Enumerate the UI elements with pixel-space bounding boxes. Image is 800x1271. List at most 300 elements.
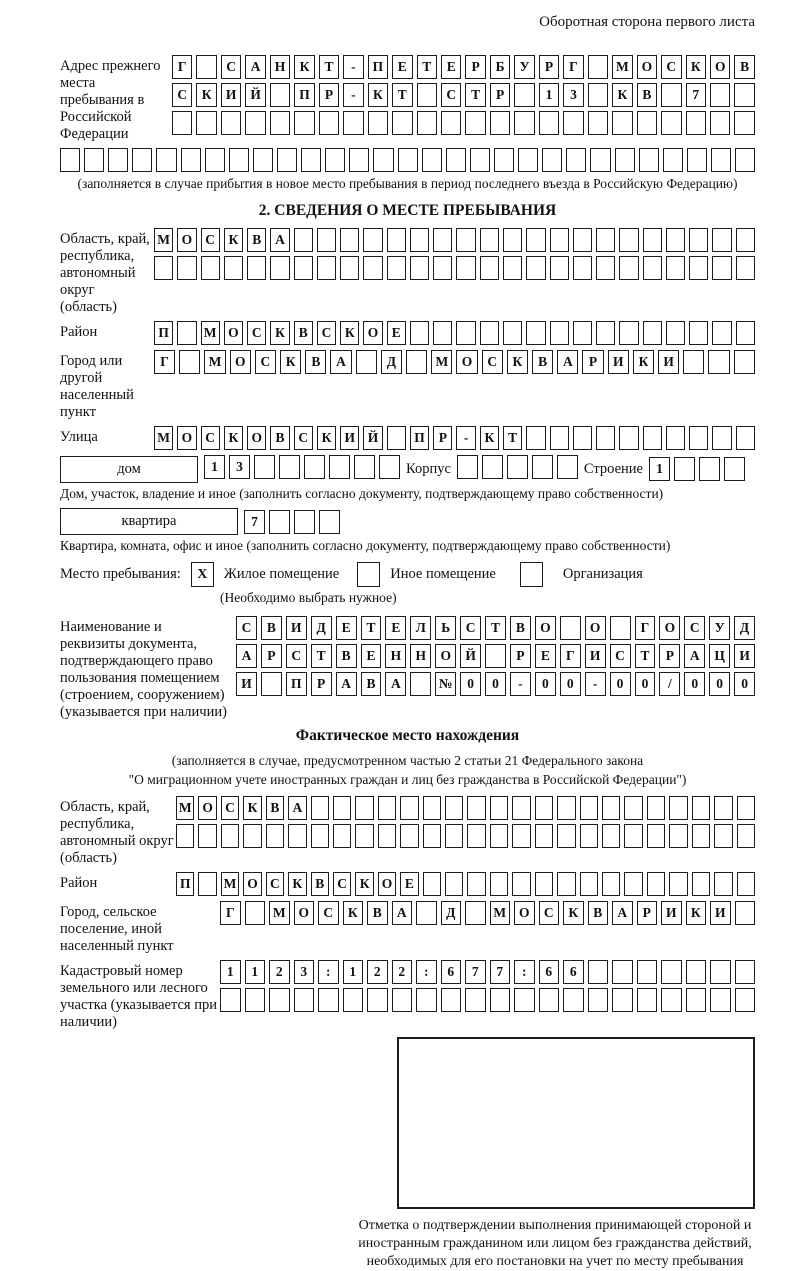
- char-cell[interactable]: [277, 148, 297, 172]
- char-cell[interactable]: [410, 672, 431, 696]
- char-cell[interactable]: [261, 672, 282, 696]
- char-cell[interactable]: С: [333, 872, 351, 896]
- char-cell[interactable]: О: [177, 228, 196, 252]
- char-cell[interactable]: Р: [319, 83, 339, 107]
- char-cell[interactable]: С: [684, 616, 705, 640]
- char-cell[interactable]: [736, 426, 755, 450]
- char-cell[interactable]: [710, 83, 730, 107]
- char-cell[interactable]: [333, 824, 351, 848]
- char-cell[interactable]: [735, 960, 756, 984]
- char-cell[interactable]: К: [340, 321, 359, 345]
- char-cell[interactable]: [737, 824, 755, 848]
- char-cell[interactable]: [573, 228, 592, 252]
- char-cell[interactable]: [557, 455, 578, 479]
- char-cell[interactable]: [319, 111, 339, 135]
- char-cell[interactable]: [666, 256, 685, 280]
- char-cell[interactable]: [398, 148, 418, 172]
- char-cell[interactable]: А: [684, 644, 705, 668]
- char-cell[interactable]: Е: [361, 644, 382, 668]
- char-cell[interactable]: К: [280, 350, 301, 374]
- char-cell[interactable]: Р: [465, 55, 485, 79]
- char-cell[interactable]: И: [585, 644, 606, 668]
- char-cell[interactable]: [699, 457, 720, 481]
- char-cell[interactable]: [196, 55, 216, 79]
- char-cell[interactable]: [588, 55, 608, 79]
- char-cell[interactable]: [602, 824, 620, 848]
- char-cell[interactable]: С: [317, 321, 336, 345]
- char-cell[interactable]: [349, 148, 369, 172]
- char-cell[interactable]: А: [557, 350, 578, 374]
- char-cell[interactable]: Е: [385, 616, 406, 640]
- char-cell[interactable]: [610, 616, 631, 640]
- char-cell[interactable]: С: [482, 350, 503, 374]
- char-cell[interactable]: [220, 988, 241, 1012]
- char-cell[interactable]: -: [343, 55, 363, 79]
- char-cell[interactable]: 1: [220, 960, 241, 984]
- char-cell[interactable]: Т: [319, 55, 339, 79]
- char-cell[interactable]: [535, 824, 553, 848]
- char-cell[interactable]: [580, 872, 598, 896]
- char-cell[interactable]: О: [710, 55, 730, 79]
- char-cell[interactable]: Л: [410, 616, 431, 640]
- char-cell[interactable]: :: [514, 960, 535, 984]
- char-cell[interactable]: [132, 148, 152, 172]
- char-cell[interactable]: К: [288, 872, 306, 896]
- char-cell[interactable]: [253, 148, 273, 172]
- char-cell[interactable]: [445, 872, 463, 896]
- char-cell[interactable]: 6: [563, 960, 584, 984]
- char-cell[interactable]: [177, 321, 196, 345]
- char-cell[interactable]: [457, 455, 478, 479]
- char-cell[interactable]: С: [236, 616, 257, 640]
- char-cell[interactable]: [686, 960, 707, 984]
- char-cell[interactable]: [712, 321, 731, 345]
- char-cell[interactable]: 2: [367, 960, 388, 984]
- char-cell[interactable]: [735, 901, 756, 925]
- char-cell[interactable]: [445, 796, 463, 820]
- char-cell[interactable]: [456, 228, 475, 252]
- char-cell[interactable]: Д: [441, 901, 462, 925]
- char-cell[interactable]: [712, 228, 731, 252]
- char-cell[interactable]: Д: [381, 350, 402, 374]
- char-cell[interactable]: 1: [204, 455, 225, 479]
- char-cell[interactable]: [637, 111, 657, 135]
- char-cell[interactable]: [734, 111, 754, 135]
- char-cell[interactable]: [270, 83, 290, 107]
- char-cell[interactable]: В: [734, 55, 754, 79]
- char-cell[interactable]: Е: [387, 321, 406, 345]
- char-cell[interactable]: И: [661, 901, 682, 925]
- char-cell[interactable]: [480, 321, 499, 345]
- char-cell[interactable]: [686, 111, 706, 135]
- char-cell[interactable]: Е: [400, 872, 418, 896]
- char-cell[interactable]: [445, 824, 463, 848]
- char-cell[interactable]: С: [539, 901, 560, 925]
- char-cell[interactable]: М: [204, 350, 225, 374]
- char-cell[interactable]: 2: [269, 960, 290, 984]
- char-cell[interactable]: [550, 256, 569, 280]
- char-cell[interactable]: П: [286, 672, 307, 696]
- char-cell[interactable]: [247, 256, 266, 280]
- char-cell[interactable]: Р: [261, 644, 282, 668]
- char-cell[interactable]: В: [637, 83, 657, 107]
- char-cell[interactable]: Р: [490, 83, 510, 107]
- char-cell[interactable]: К: [224, 228, 243, 252]
- checkbox-residential[interactable]: X: [191, 562, 214, 587]
- char-cell[interactable]: [573, 426, 592, 450]
- char-cell[interactable]: К: [368, 83, 388, 107]
- char-cell[interactable]: [710, 988, 731, 1012]
- char-cell[interactable]: [735, 988, 756, 1012]
- char-cell[interactable]: Н: [410, 644, 431, 668]
- char-cell[interactable]: А: [392, 901, 413, 925]
- char-cell[interactable]: 1: [539, 83, 559, 107]
- char-cell[interactable]: [387, 426, 406, 450]
- char-cell[interactable]: [692, 796, 710, 820]
- char-cell[interactable]: [535, 796, 553, 820]
- char-cell[interactable]: Т: [392, 83, 412, 107]
- char-cell[interactable]: [596, 256, 615, 280]
- char-cell[interactable]: 7: [244, 510, 265, 534]
- char-cell[interactable]: М: [201, 321, 220, 345]
- char-cell[interactable]: Т: [311, 644, 332, 668]
- char-cell[interactable]: [465, 988, 486, 1012]
- char-cell[interactable]: 0: [734, 672, 755, 696]
- char-cell[interactable]: [343, 988, 364, 1012]
- char-cell[interactable]: О: [363, 321, 382, 345]
- char-cell[interactable]: Й: [460, 644, 481, 668]
- char-cell[interactable]: [416, 901, 437, 925]
- char-cell[interactable]: [503, 228, 522, 252]
- char-cell[interactable]: [612, 111, 632, 135]
- char-cell[interactable]: [485, 644, 506, 668]
- char-cell[interactable]: [643, 228, 662, 252]
- char-cell[interactable]: Р: [311, 672, 332, 696]
- char-cell[interactable]: О: [224, 321, 243, 345]
- char-cell[interactable]: [340, 256, 359, 280]
- char-cell[interactable]: [539, 111, 559, 135]
- char-cell[interactable]: [689, 426, 708, 450]
- char-cell[interactable]: М: [221, 872, 239, 896]
- char-cell[interactable]: С: [201, 426, 220, 450]
- char-cell[interactable]: [480, 256, 499, 280]
- char-cell[interactable]: Д: [311, 616, 332, 640]
- char-cell[interactable]: Е: [441, 55, 461, 79]
- char-cell[interactable]: [156, 148, 176, 172]
- char-cell[interactable]: [737, 872, 755, 896]
- char-cell[interactable]: В: [270, 426, 289, 450]
- char-cell[interactable]: Р: [659, 644, 680, 668]
- char-cell[interactable]: А: [612, 901, 633, 925]
- char-cell[interactable]: Г: [172, 55, 192, 79]
- char-cell[interactable]: П: [176, 872, 194, 896]
- char-cell[interactable]: [588, 83, 608, 107]
- char-cell[interactable]: И: [658, 350, 679, 374]
- char-cell[interactable]: С: [661, 55, 681, 79]
- char-cell[interactable]: [490, 796, 508, 820]
- char-cell[interactable]: [490, 111, 510, 135]
- char-cell[interactable]: П: [410, 426, 429, 450]
- char-cell[interactable]: [176, 824, 194, 848]
- char-cell[interactable]: М: [154, 228, 173, 252]
- char-cell[interactable]: [512, 796, 530, 820]
- char-cell[interactable]: С: [266, 872, 284, 896]
- char-cell[interactable]: [456, 321, 475, 345]
- char-cell[interactable]: 0: [709, 672, 730, 696]
- char-cell[interactable]: Г: [154, 350, 175, 374]
- char-cell[interactable]: [557, 872, 575, 896]
- char-cell[interactable]: [154, 256, 173, 280]
- char-cell[interactable]: [692, 872, 710, 896]
- char-cell[interactable]: [669, 872, 687, 896]
- char-cell[interactable]: К: [224, 426, 243, 450]
- char-cell[interactable]: [557, 824, 575, 848]
- char-cell[interactable]: [470, 148, 490, 172]
- char-cell[interactable]: Ь: [435, 616, 456, 640]
- char-cell[interactable]: С: [441, 83, 461, 107]
- char-cell[interactable]: [612, 960, 633, 984]
- char-cell[interactable]: И: [608, 350, 629, 374]
- char-cell[interactable]: А: [245, 55, 265, 79]
- char-cell[interactable]: С: [221, 55, 241, 79]
- char-cell[interactable]: [689, 321, 708, 345]
- char-cell[interactable]: [602, 872, 620, 896]
- char-cell[interactable]: [512, 872, 530, 896]
- char-cell[interactable]: 0: [635, 672, 656, 696]
- char-cell[interactable]: Б: [490, 55, 510, 79]
- char-cell[interactable]: О: [659, 616, 680, 640]
- char-cell[interactable]: [270, 111, 290, 135]
- char-cell[interactable]: 2: [392, 960, 413, 984]
- char-cell[interactable]: №: [435, 672, 456, 696]
- char-cell[interactable]: [503, 321, 522, 345]
- char-cell[interactable]: Е: [336, 616, 357, 640]
- char-cell[interactable]: [637, 960, 658, 984]
- char-cell[interactable]: М: [431, 350, 452, 374]
- char-cell[interactable]: [588, 960, 609, 984]
- char-cell[interactable]: [400, 824, 418, 848]
- apartment-box[interactable]: квартира: [60, 508, 238, 535]
- char-cell[interactable]: [177, 256, 196, 280]
- char-cell[interactable]: Р: [539, 55, 559, 79]
- char-cell[interactable]: [410, 321, 429, 345]
- char-cell[interactable]: К: [633, 350, 654, 374]
- char-cell[interactable]: [712, 426, 731, 450]
- char-cell[interactable]: С: [221, 796, 239, 820]
- char-cell[interactable]: [333, 796, 351, 820]
- char-cell[interactable]: У: [709, 616, 730, 640]
- char-cell[interactable]: О: [243, 872, 261, 896]
- char-cell[interactable]: 6: [441, 960, 462, 984]
- char-cell[interactable]: О: [585, 616, 606, 640]
- char-cell[interactable]: [666, 321, 685, 345]
- char-cell[interactable]: [557, 796, 575, 820]
- char-cell[interactable]: С: [286, 644, 307, 668]
- char-cell[interactable]: [514, 988, 535, 1012]
- char-cell[interactable]: Т: [635, 644, 656, 668]
- char-cell[interactable]: 7: [465, 960, 486, 984]
- char-cell[interactable]: [288, 824, 306, 848]
- char-cell[interactable]: [711, 148, 731, 172]
- char-cell[interactable]: [689, 256, 708, 280]
- char-cell[interactable]: Й: [245, 83, 265, 107]
- char-cell[interactable]: -: [510, 672, 531, 696]
- char-cell[interactable]: К: [686, 55, 706, 79]
- char-cell[interactable]: О: [637, 55, 657, 79]
- char-cell[interactable]: [643, 426, 662, 450]
- char-cell[interactable]: К: [317, 426, 336, 450]
- char-cell[interactable]: К: [563, 901, 584, 925]
- char-cell[interactable]: К: [243, 796, 261, 820]
- char-cell[interactable]: [550, 426, 569, 450]
- char-cell[interactable]: [387, 256, 406, 280]
- char-cell[interactable]: В: [294, 321, 313, 345]
- char-cell[interactable]: [224, 256, 243, 280]
- char-cell[interactable]: 3: [229, 455, 250, 479]
- char-cell[interactable]: [423, 796, 441, 820]
- char-cell[interactable]: [387, 228, 406, 252]
- char-cell[interactable]: 0: [684, 672, 705, 696]
- char-cell[interactable]: О: [514, 901, 535, 925]
- char-cell[interactable]: [669, 796, 687, 820]
- char-cell[interactable]: [172, 111, 192, 135]
- char-cell[interactable]: Т: [503, 426, 522, 450]
- char-cell[interactable]: Д: [734, 616, 755, 640]
- char-cell[interactable]: [580, 824, 598, 848]
- char-cell[interactable]: О: [247, 426, 266, 450]
- char-cell[interactable]: [526, 228, 545, 252]
- char-cell[interactable]: [181, 148, 201, 172]
- char-cell[interactable]: Ц: [709, 644, 730, 668]
- char-cell[interactable]: [340, 228, 359, 252]
- char-cell[interactable]: [482, 455, 503, 479]
- char-cell[interactable]: [378, 796, 396, 820]
- char-cell[interactable]: В: [311, 872, 329, 896]
- char-cell[interactable]: [304, 455, 325, 479]
- char-cell[interactable]: [294, 111, 314, 135]
- char-cell[interactable]: [590, 148, 610, 172]
- char-cell[interactable]: [661, 960, 682, 984]
- char-cell[interactable]: [503, 256, 522, 280]
- char-cell[interactable]: [526, 256, 545, 280]
- char-cell[interactable]: [368, 111, 388, 135]
- char-cell[interactable]: [311, 824, 329, 848]
- char-cell[interactable]: В: [261, 616, 282, 640]
- char-cell[interactable]: [647, 824, 665, 848]
- char-cell[interactable]: 1: [245, 960, 266, 984]
- char-cell[interactable]: [714, 796, 732, 820]
- char-cell[interactable]: [612, 988, 633, 1012]
- char-cell[interactable]: В: [510, 616, 531, 640]
- char-cell[interactable]: Г: [563, 55, 583, 79]
- char-cell[interactable]: [724, 457, 745, 481]
- char-cell[interactable]: В: [588, 901, 609, 925]
- char-cell[interactable]: М: [269, 901, 290, 925]
- char-cell[interactable]: [245, 988, 266, 1012]
- char-cell[interactable]: [596, 321, 615, 345]
- char-cell[interactable]: [494, 148, 514, 172]
- char-cell[interactable]: Т: [465, 83, 485, 107]
- char-cell[interactable]: [514, 111, 534, 135]
- char-cell[interactable]: [406, 350, 427, 374]
- char-cell[interactable]: [410, 228, 429, 252]
- char-cell[interactable]: П: [368, 55, 388, 79]
- char-cell[interactable]: В: [266, 796, 284, 820]
- char-cell[interactable]: [467, 824, 485, 848]
- char-cell[interactable]: [319, 510, 340, 534]
- char-cell[interactable]: [736, 228, 755, 252]
- char-cell[interactable]: К: [270, 321, 289, 345]
- char-cell[interactable]: [573, 321, 592, 345]
- char-cell[interactable]: В: [305, 350, 326, 374]
- char-cell[interactable]: С: [201, 228, 220, 252]
- char-cell[interactable]: 7: [686, 83, 706, 107]
- char-cell[interactable]: [400, 796, 418, 820]
- char-cell[interactable]: [666, 426, 685, 450]
- char-cell[interactable]: 3: [563, 83, 583, 107]
- char-cell[interactable]: -: [456, 426, 475, 450]
- char-cell[interactable]: О: [230, 350, 251, 374]
- char-cell[interactable]: [550, 321, 569, 345]
- char-cell[interactable]: [269, 988, 290, 1012]
- char-cell[interactable]: [329, 455, 350, 479]
- char-cell[interactable]: Р: [510, 644, 531, 668]
- char-cell[interactable]: К: [480, 426, 499, 450]
- char-cell[interactable]: -: [585, 672, 606, 696]
- char-cell[interactable]: [710, 960, 731, 984]
- char-cell[interactable]: [196, 111, 216, 135]
- char-cell[interactable]: А: [336, 672, 357, 696]
- char-cell[interactable]: /: [659, 672, 680, 696]
- char-cell[interactable]: [379, 455, 400, 479]
- char-cell[interactable]: [532, 455, 553, 479]
- char-cell[interactable]: [514, 83, 534, 107]
- char-cell[interactable]: И: [710, 901, 731, 925]
- char-cell[interactable]: [602, 796, 620, 820]
- char-cell[interactable]: И: [734, 644, 755, 668]
- char-cell[interactable]: 0: [535, 672, 556, 696]
- char-cell[interactable]: [686, 988, 707, 1012]
- char-cell[interactable]: [708, 350, 729, 374]
- char-cell[interactable]: [639, 148, 659, 172]
- char-cell[interactable]: С: [172, 83, 192, 107]
- char-cell[interactable]: [294, 988, 315, 1012]
- char-cell[interactable]: О: [435, 644, 456, 668]
- char-cell[interactable]: :: [318, 960, 339, 984]
- char-cell[interactable]: [542, 148, 562, 172]
- char-cell[interactable]: [580, 796, 598, 820]
- char-cell[interactable]: [596, 228, 615, 252]
- char-cell[interactable]: М: [154, 426, 173, 450]
- char-cell[interactable]: [378, 824, 396, 848]
- char-cell[interactable]: [710, 111, 730, 135]
- char-cell[interactable]: Н: [270, 55, 290, 79]
- char-cell[interactable]: [243, 824, 261, 848]
- char-cell[interactable]: Т: [485, 616, 506, 640]
- char-cell[interactable]: И: [340, 426, 359, 450]
- char-cell[interactable]: [245, 111, 265, 135]
- char-cell[interactable]: 3: [294, 960, 315, 984]
- char-cell[interactable]: 0: [485, 672, 506, 696]
- char-cell[interactable]: С: [247, 321, 266, 345]
- char-cell[interactable]: [619, 321, 638, 345]
- char-cell[interactable]: [198, 872, 216, 896]
- char-cell[interactable]: [535, 872, 553, 896]
- char-cell[interactable]: [689, 228, 708, 252]
- char-cell[interactable]: Т: [361, 616, 382, 640]
- char-cell[interactable]: [615, 148, 635, 172]
- char-cell[interactable]: К: [686, 901, 707, 925]
